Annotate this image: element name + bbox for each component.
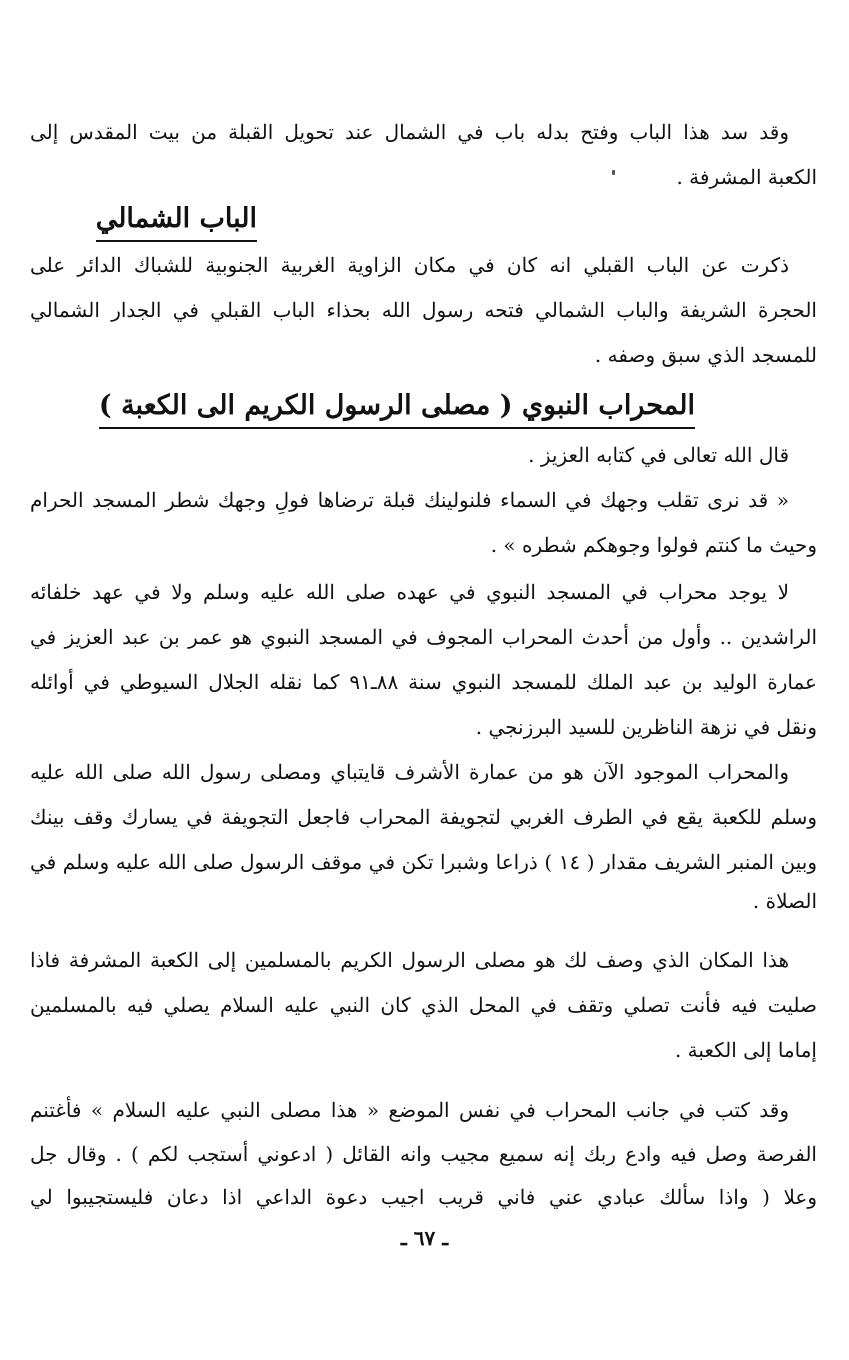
paragraph-line: هذا المكان الذي وصف لك هو مصلى الرسول الكريم بالمسلمين إلى الكعبة المشرفة فاذا	[30, 948, 789, 972]
section-heading-north-door: الباب الشمالي	[96, 200, 257, 242]
paragraph-line: عمارة الوليد بن عبد الملك للمسجد النبوي سنة ٨٨ـ٩١ كما نقله الجلال السيوطي في أوائله	[30, 670, 817, 694]
paragraph-line: الفرصة وصل فيه وادع ربك إنه سميع مجيب وانه القائل ( ادعوني أستجب لكم ) . وقال جل	[30, 1142, 817, 1166]
quran-quote-line: وحيث ما كنتم فولوا وجوهكم شطره » .	[490, 533, 817, 557]
paragraph-line: وبين المنبر الشريف مقدار ( ١٤ ) ذراعا وشبرا تكن في موقف الرسول صلى الله عليه وسلم في	[30, 850, 818, 874]
paragraph-line: صليت فيه فأنت تصلي وتقف في المحل الذي كان النبي عليه السلام يصلي فيه بالمسلمين	[30, 993, 817, 1017]
paragraph-line: وقد كتب في جانب المحراب في نفس الموضع « هذا مصلى النبي عليه السلام » فأغتنم	[30, 1098, 789, 1122]
page-number: ـ ٦٧ ـ	[400, 1226, 449, 1250]
section-heading-prophet-mihrab: المحراب النبوي ( مصلى الرسول الكريم الى الكعبة )	[99, 387, 695, 429]
paragraph-line: الكعبة المشرفة .	[676, 165, 817, 189]
paragraph-line: قال الله تعالى في كتابه العزيز .	[528, 443, 789, 467]
paragraph-line: ذكرت عن الباب القبلي انه كان في مكان الزاوية الغربية الجنوبية للشباك الدائر على	[30, 253, 790, 277]
paragraph-line: وقد سد هذا الباب وفتح بدله باب في الشمال عند تحويل القبلة من بيت المقدس إلى	[30, 120, 789, 144]
paragraph-line: للمسجد الذي سبق وصفه .	[594, 343, 817, 367]
paragraph-line: الحجرة الشريفة والباب الشمالي فتحه رسول الله بحذاء الباب القبلي في الجدار الشمالي	[30, 298, 817, 322]
paragraph-line: الراشدين .. وأول من أحدث المحراب المجوف في المسجد النبوي هو عمر بن عبد العزيز في	[30, 625, 817, 649]
print-speck	[612, 170, 615, 175]
paragraph-line: الصلاة .	[752, 889, 817, 913]
paragraph-line: وعلا ( واذا سألك عبادي عني فاني قريب اجيب دعوة الداعي اذا دعان فليستجيبوا لي	[30, 1185, 817, 1209]
paragraph-line: ونقل في نزهة الناظرين للسيد البرزنجي .	[475, 715, 817, 739]
paragraph-line: إماما إلى الكعبة .	[674, 1038, 817, 1062]
paragraph-line: وسلم للكعبة يقع في الطرف الغربي لتجويفة المحراب فاجعل التجويفة في يسارك وقف بينك	[30, 805, 817, 829]
paragraph-line: والمحراب الموجود الآن هو من عمارة الأشرف قايتباي ومصلى رسول الله صلى الله عليه	[30, 760, 789, 784]
paragraph-line: لا يوجد محراب في المسجد النبوي في عهده صلى الله عليه وسلم ولا في عهد خلفائه	[30, 580, 789, 604]
quran-quote-line: « قد نرى تقلب وجهك في السماء فلنولينك قبلة ترضاها فولِ وجهك شطر المسجد الحرام	[30, 488, 789, 512]
